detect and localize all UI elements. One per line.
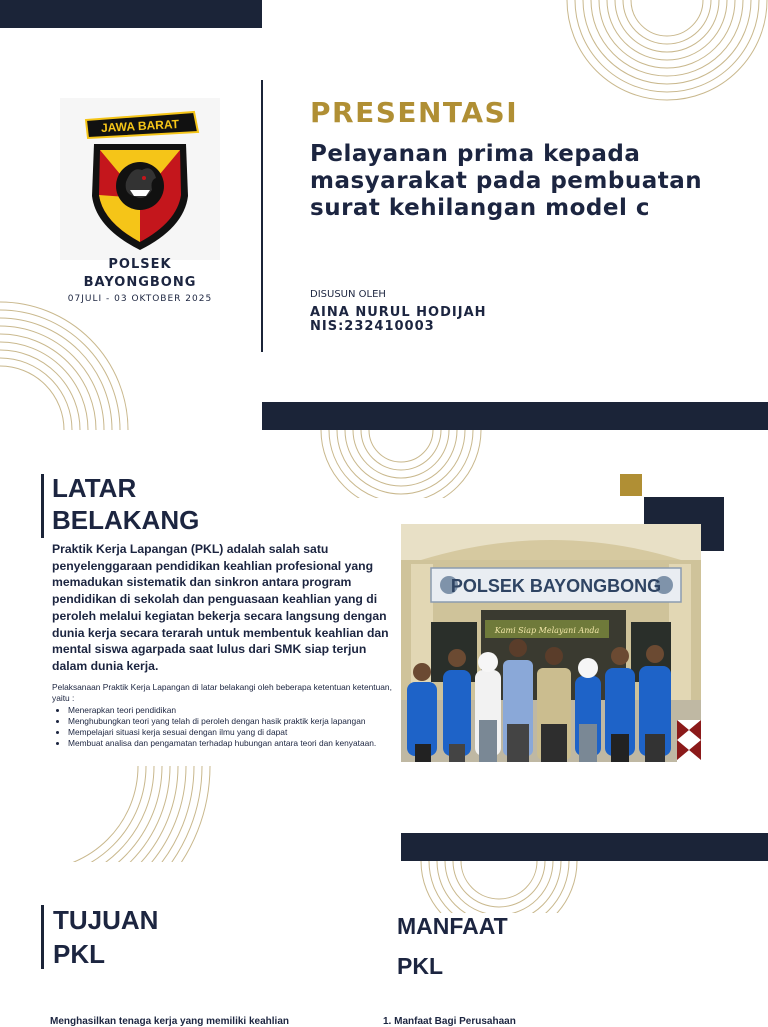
benefits-title-line2: PKL [397,953,443,979]
list-item: • Mempelajari situasi kerja sesuai dengan ilmu yang di dapat [68,727,416,738]
list-item: • Menerapkan teori pendidikan [68,705,416,716]
police-station-name [60,256,220,292]
middle-arc-decoration [318,430,484,498]
section-divider-bar-1 [262,402,768,430]
logo-banner-text: JAWA BARAT [100,116,180,136]
author-nis: NIS:232410003 [310,319,435,334]
goals-title-bar [41,905,44,969]
background-list [52,705,416,749]
group-photo [401,524,701,762]
goals-title-line2: PKL [53,939,105,969]
police-name-line1: POLSEK [108,257,172,272]
author-name: AINA NURUL HODIJAH [310,305,487,320]
section-divider-bar-2 [401,833,768,861]
police-logo [60,98,220,260]
gold-square-accent [620,474,642,496]
composed-by-label: DISUSUN OLEH [310,289,386,300]
goals-first-item: Menghasilkan tenaga kerja yang memiliki keahlian [50,1016,289,1027]
benefits-section-title [397,906,508,986]
date-range: 07JULI - 03 OKTOBER 2025 [67,294,213,304]
top-right-arc-decoration [566,0,768,104]
background-title-line1: LATAR [52,473,137,503]
goals-title-line1: TUJUAN [53,905,159,935]
list-item: • Menghubungkan teori yang telah di peroleh dengan hasik praktik kerja lapangan [68,716,416,727]
top-left-bar [0,0,262,28]
police-name-line2: BAYONGBONG [83,275,197,290]
benefits-title-line1: MANFAAT [397,913,508,939]
background-section-title [52,472,199,536]
benefits-first-item: 1. Manfaat Bagi Perusahaan [383,1016,516,1027]
lower-left-arc-decoration [34,766,214,862]
list-item: • Membuat analisa dan pengamatan terhadap hubungan antara teori dan kenyataan. [68,738,416,749]
inner-sign-text: Kami Siap Melayani Anda [494,626,600,635]
presentation-title: Pelayanan prima kepada masyarakat pada pembuatan surat kehilangan model c [310,141,703,221]
background-title-line2: BELAKANG [52,505,200,535]
vertical-divider [261,80,263,352]
building-sign-text: POLSEK BAYONGBONG [450,576,662,596]
goals-section-title [53,903,158,971]
background-intro: Pelaksanaan Praktik Kerja Lapangan di latar belakangi oleh beberapa ketentuan ketentuan, yaitu : [52,682,392,703]
background-title-bar [41,474,44,538]
background-paragraph: Praktik Kerja Lapangan (PKL) adalah salah satu penyelenggaraan pendidikan keahlian profesional yang memadukan sistematik dan sinkron antara program pendidikan di sekolah dan penguasaan keahlian yang di peroleh melalui kegiatan bekerja secara langsung dengan dunia kerja secara terarah untuk membentuk keahlian dan mental siswa agarpada saat lulus dari SMK siap terjun dalam dunia kerja. [52,542,389,673]
presentation-label: PRESENTASI [310,96,519,129]
